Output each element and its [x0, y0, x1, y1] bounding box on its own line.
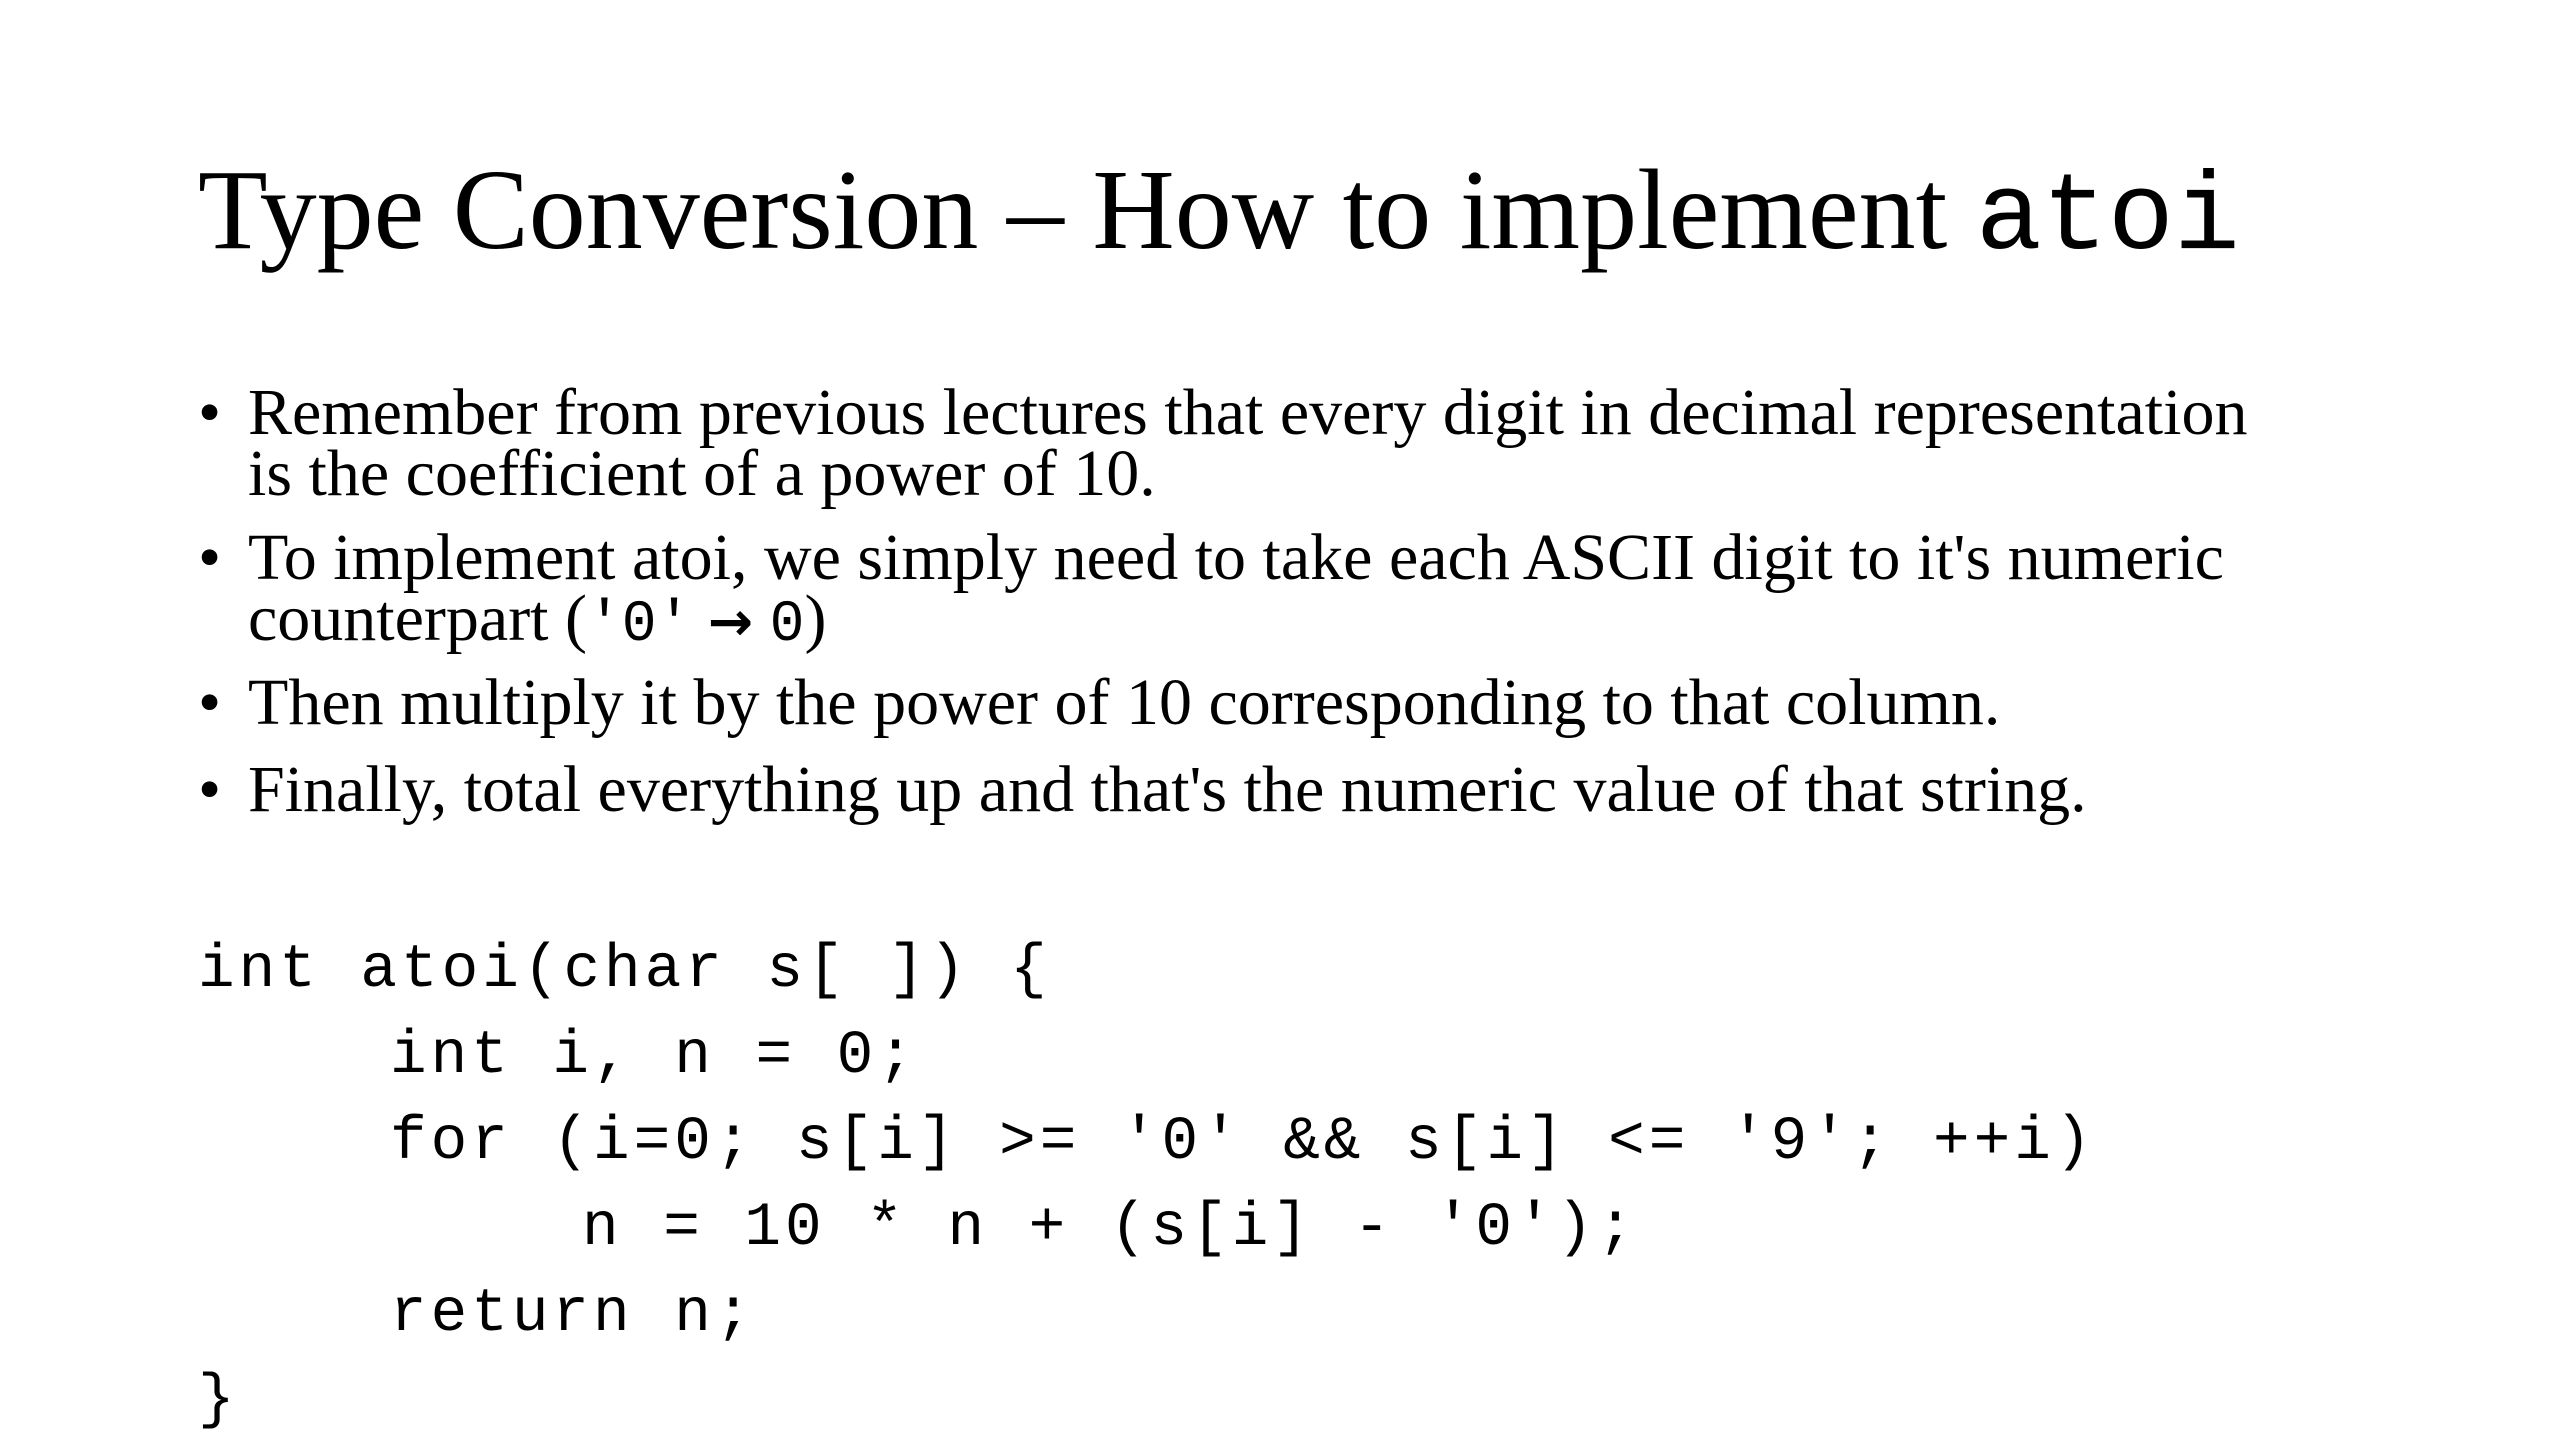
code-line-declaration: int i, n = 0; [390, 1022, 918, 1091]
right-arrow-icon: → [707, 590, 754, 653]
bullet-item [198, 521, 2498, 658]
code-line-signature: int atoi(char s[ ]) { [198, 936, 1051, 1005]
bullet-marker: • [198, 376, 222, 449]
slide-title [198, 140, 2240, 290]
bullet-text-prefix: counterpart ( [248, 582, 587, 655]
bullet-text-suffix: ) [804, 582, 827, 655]
bullet-item [198, 753, 2498, 826]
code-line-for-loop: for (i=0; s[i] >= '0' && s[i] <= '9'; ++i) [390, 1108, 2096, 1177]
bullet-text-line: To implement atoi, we simply need to take each ASCII digit to it's numeric [248, 521, 2224, 594]
bullet-text-line: is the coefficient of a power of 10. [248, 437, 1156, 510]
bullet-text-line: Remember from previous lectures that every digit in decimal representation [248, 376, 2248, 449]
bullet-text: Finally, total everything up and that's the numeric value of that string. [248, 753, 2087, 826]
bullet-marker: • [198, 666, 222, 739]
bullet-marker: • [198, 521, 222, 594]
bullet-list [198, 376, 2498, 826]
slide-title-text: Type Conversion – How to implement [198, 146, 1976, 273]
inline-code-char: '0' [587, 593, 692, 658]
bullet-marker: • [198, 753, 222, 826]
code-line-return: return n; [390, 1280, 756, 1349]
bullet-item [198, 666, 2498, 739]
inline-code-digit: 0 [769, 593, 805, 658]
slide-title-code: atoi [1975, 157, 2240, 282]
bullet-item [198, 376, 2498, 510]
code-line-closing-brace: } [198, 1366, 239, 1435]
bullet-text: Then multiply it by the power of 10 corresponding to that column. [248, 666, 2001, 739]
code-block [198, 928, 2095, 1444]
code-line-accumulate: n = 10 * n + (s[i] - '0'); [582, 1194, 1638, 1263]
